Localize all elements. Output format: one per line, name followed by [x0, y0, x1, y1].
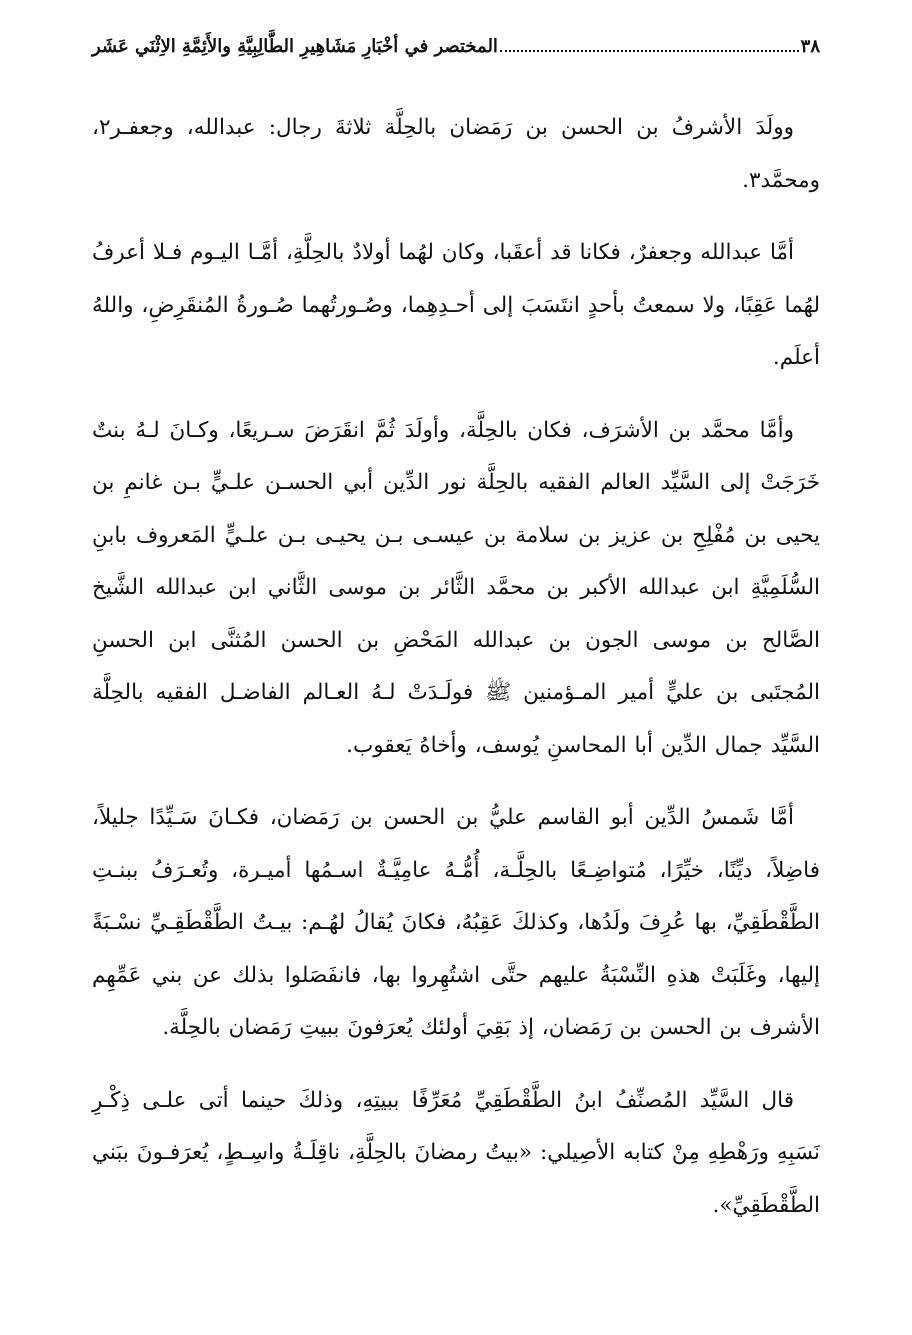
- running-header: [92, 30, 820, 64]
- page-number: ٣٨: [800, 36, 820, 57]
- book-page: [92, 30, 820, 1252]
- paragraph: وولَدَ الأشرفُ بن الحسن بن رَمَضان بالحِلَّة ثلاثةَ رجال: عبدالله، وجعفـر٢، ومحمَّد٣.: [92, 115, 820, 193]
- paragraph: قال السَّيِّد المُصنِّفُ ابنُ الطَّقْطَقِيِّ مُعَرِّفًا ببيتِهِ، وذلكَ حينما أتى علـى ذِكْـرِ نَسَبِهِ ورَهْطِهِ مِنْ كتابه الأصِيلي: «بيتُ رمضانَ بالحِلَّةِ، ناقِلَـةُ واسِـطٍ، يُعرَفـونَ ببَني الطَّقْطَقِيِّ».: [92, 1087, 820, 1218]
- body-text: [92, 102, 820, 1232]
- paragraph: أمَّا عبدالله وجعفرٌ، فكانا قد أعقَبا، وكان لهُما أولادٌ بالحِلَّةِ، أمَّـا اليـوم فـلا أعرفُ لهُما عَقِبًا، ولا سمعتُ بأحدٍ انتَسَبَ إلى أحـدِهِما، وصُـورتُهما صُـورةُ المُنقَرِضِ، واللهُ أعلَم.: [92, 240, 820, 370]
- paragraph: أمَّا شَمسُ الدِّين أبو القاسم عليُّ بن الحسن بن رَمَضان، فكـانَ سَـيِّدًا جليلاً، فاضِلاً، ديِّنًا، خيِّرًا، مُتواضِـعًا بالحِلَّـة، أُمُّـهُ عامِيَّـةٌ اسـمُها أميـرة، وتُعـرَفُ ببنـتِ الطَّقْطَقِيِّ، بها عُرِفَ ولَدُها، وكذلكَ عَقِبُهُ، فكانَ يُقالُ لهُـم: بيـتُ الطَّقْطَقِـيِّ نسْـبَةً إليها، وغَلَبَتْ هذهِ النِّسْبَةُ عليهم حتَّى اشتُهِروا بها، فانفَصَلوا بذلك عن بني عَمِّهِم الأشرف بن الحسن بن رَمَضان، إذ بَقِيَ أولئك يُعرَفونَ ببيتِ رَمَضان بالحِلَّة.: [92, 805, 820, 1040]
- leader-dots: [500, 50, 799, 52]
- book-title: المختصر في أخْبَارِ مَشَاهِيرِ الطَّالِبِيَّةِ والأَئِمَّةِ الاِثْنَي عَشَر: [92, 36, 498, 57]
- paragraph: وأمَّا محمَّد بن الأشرَف، فكان بالحِلَّة، وأولَدَ ثُمَّ انقَرَضَ سـريعًا، وكـانَ لـهُ بنتٌ خَرَجَتْ إلى السَّيِّد العالم الفقيه بالحِلَّة نور الدِّين أبي الحسـن علـيٍّ بـن غانمِ بن يحيى بن مُفْلِحِ بن عزيز بن سلامة بن عيسـى بـن يحيـى بـن علـيٍّ المَعروف بابنِ السُّلَمِيَّةِ ابن عبدالله الأكبر بن محمَّد الثَّائر بن موسى الثَّاني ابن عبدالله الشَّيخ الصَّالح بن موسى الجون بن عبدالله المَحْضِ بن الحسن المُثنَّى ابن الحسنِ المُجتَبى بن عليٍّ أمير المـؤمنين ﷺ فولَـدَتْ لـهُ العـالم الفاضـل الفقيه بالحِلَّة السَّيِّد جمال الدِّين أبا المحاسنِ يُوسف، وأخاهُ يَعقوب.: [92, 417, 820, 758]
